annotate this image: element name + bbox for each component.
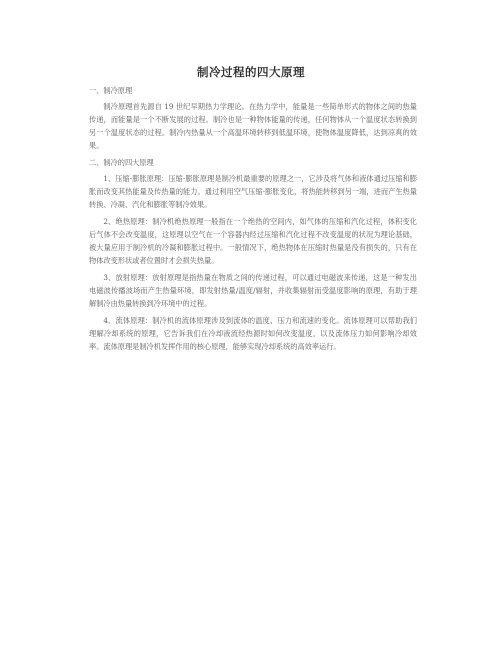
- principle-paragraph-fluid: 4、流体原理：制冷机的流体原理涉及到流体的温度、压力和流速的变化。流体原理可以帮助我们理解冷却系统的原理，它告诉我们在冷却液流经热源时如何改变温度，以及流体压力如何影响冷却效率。流体原理是制冷机发挥作用的核心原理，能够实现冷却系统的高效率运行。: [89, 316, 417, 351]
- principle-paragraph-compression: 1、压缩-膨胀原理：压缩-膨胀原理是制冷机最重要的原理之一，它涉及将气体和液体通过压缩和膨胀而改变其热能量及传热量的能力。通过利用空气压缩-膨胀变化，将热能转移到另一端，进而产生热量转换、冷凝、汽化和膨胀等制冷效果。: [89, 174, 417, 209]
- section-paragraph-1: 制冷原理首先源自 19 世纪早期热力学理论。在热力学中，能量是一些简单形式的物体之间的热量传递，而能量是一个不断发展的过程。制冷也是一种物体能量的传递，任何物体从一个温度状态转换到另一个温度状态的过程。制冷内热量从一个高温环境转移到低温环境，使物体温度降低，达到凉爽的效果。: [89, 102, 417, 150]
- section-heading-1: 一、制冷原理: [89, 86, 133, 95]
- document-title: 制冷过程的四大原理: [197, 65, 305, 79]
- principle-paragraph-radiation: 3、放射原理：放射原理是指热量在物质之间的传递过程，可以通过电磁波来传递，这是一种发出电磁波传播波场而产生热量环境，即发射热量/温度/辐射，并收集辐射而受温度影响的原理，有助于理解制冷由热量转换到冷环境中的过程。: [89, 273, 417, 308]
- principle-paragraph-adiabatic: 2、绝热原理：制冷机绝热原理一般指在一个绝热的空间内，如气体的压缩和汽化过程，体积变化后气体不会改变温度，这原理以空气在一个容器内经过压缩和汽化过程不改变温度的状况为理论基础，被大量应用于制冷机的冷凝和膨胀过程中。一般情况下，绝热物体在压缩时热量是没有损失的，只有在物体改变形状或者位置时才会损失热量。: [89, 217, 417, 265]
- section-heading-2: 二、制冷的四大原理: [89, 158, 154, 167]
- document-body: [89, 84, 417, 353]
